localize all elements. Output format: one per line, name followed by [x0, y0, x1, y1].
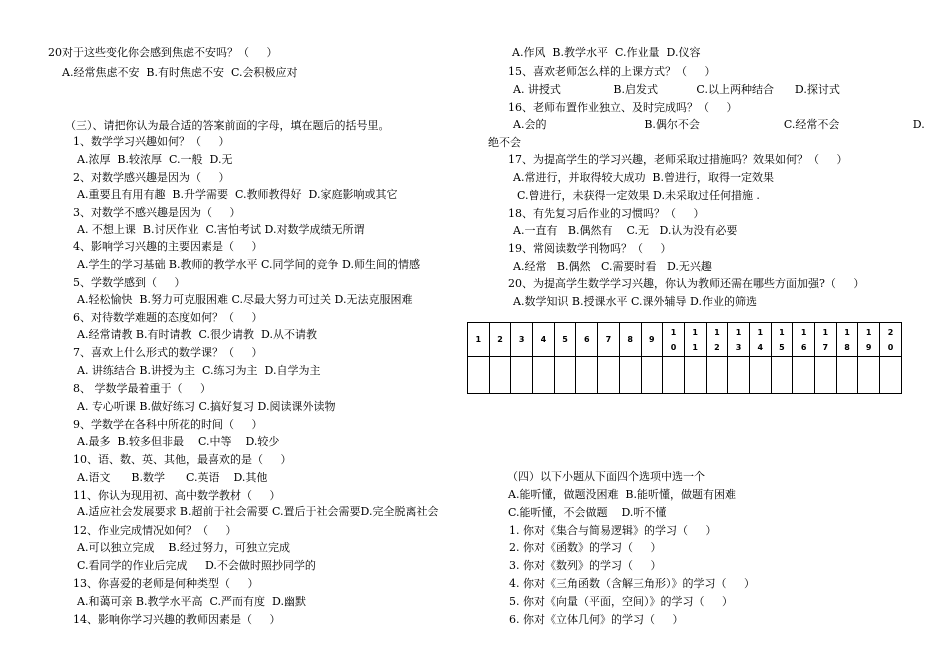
right-text-line: A.经常 B.偶然 C.需要时看 D.无兴趣 [513, 260, 712, 273]
left-text-line: C.看同学的作业后完成 D.不会做时照抄同学的 [77, 559, 316, 572]
answer-number-cell: 7 [598, 323, 620, 357]
left-text-line: A.适应社会发展要求 B.超前于社会需要 C.置后于社会需要D.完全脱离社会 [77, 505, 439, 518]
left-text-line: A.浓厚 B.较浓厚 C.一般 D.无 [77, 153, 233, 166]
answer-number-cell: 6 [576, 323, 598, 357]
left-text-line: A.语文 B.数学 C.英语 D.其他 [77, 471, 268, 484]
answer-blank-cell[interactable] [728, 357, 750, 394]
answer-number-digit: 1 [735, 327, 742, 337]
left-text-line: A.经常焦虑不安 B.有时焦虑不安 C.会积极应对 [62, 66, 298, 79]
answer-number-digit: 1 [822, 327, 829, 337]
left-text-line: A.经常请教 B.有时请教 C.很少请教 D.从不请教 [77, 328, 317, 341]
answer-number-digit: 1 [714, 327, 720, 337]
left-text-line: A.和蔼可亲 B.教学水平高 C.严而有度 D.幽默 [77, 595, 306, 608]
left-text-line: A. 不想上课 B.讨厌作业 C.害怕考试 D.对数学成绩无所谓 [77, 223, 365, 236]
answer-blank-cell[interactable] [836, 357, 858, 394]
answer-blank-cell[interactable] [641, 357, 663, 394]
left-text-line: A.可以独立完成 B.经过努力，可独立完成 [77, 541, 291, 554]
answer-blank-cell[interactable] [663, 357, 685, 394]
answer-number-digit: 8 [844, 342, 850, 352]
answer-table [467, 322, 902, 394]
answer-blank-cell[interactable] [684, 357, 706, 394]
answer-number-cell [880, 323, 902, 357]
answer-blank-cell[interactable] [533, 357, 555, 394]
answer-number-digit: 0 [670, 342, 677, 352]
answer-number-cell: 1 [468, 323, 490, 357]
left-text-line: A. 讲练结合 B.讲授为主 C.练习为主 D.自学为主 [77, 364, 321, 377]
answer-number-digit: 1 [692, 327, 698, 337]
answer-number-digit: 4 [757, 342, 764, 352]
left-text-line: 11、你认为现用初、高中数学教材（ ） [73, 489, 281, 502]
right-text-line: A.一直有 B.偶然有 C.无 D.认为没有必要 [513, 224, 738, 237]
right-text-line: A. 讲授式 B.启发式 C.以上两种结合 D.探讨式 [513, 83, 840, 96]
answer-number-digit: 1 [692, 342, 698, 352]
answer-blank-cell[interactable] [815, 357, 837, 394]
left-text-line: 8、 学数学最着重于（ ） [73, 382, 211, 395]
answer-number-digit: 1 [800, 327, 807, 337]
answer-number-cell [771, 323, 793, 357]
left-text-line: A.最多 B.较多但非最 C.中等 D.较少 [77, 435, 280, 448]
answer-number-digit: 9 [865, 342, 872, 352]
section4-text-line: （四）以下小题从下面四个选项中选一个 [507, 470, 705, 483]
right-text-line: 18、有先复习后作业的习惯吗？（ ） [508, 207, 705, 220]
answer-blank-cell[interactable] [749, 357, 771, 394]
answer-number-digit: 5 [779, 342, 785, 352]
left-text-line: （三）、请把你认为最合适的答案前面的字母，填在题后的括号里。 [65, 119, 390, 132]
answer-number-cell [706, 323, 728, 357]
section4-text-line: 6. 你对《立体几何》的学习（ ） [509, 613, 684, 626]
right-text-line: A.常进行，并取得较大成功 B.曾进行，取得一定效果 [513, 171, 775, 184]
right-text-line: 17、为提高学生的学习兴趣，老师采取过措施吗？效果如何？（ ） [508, 153, 848, 166]
left-text-line: 1、数学学习兴趣如何？（ ） [73, 135, 230, 148]
answer-number-cell: 2 [489, 323, 511, 357]
section4-text-line: A.能听懂，做题没困难 B.能听懂，做题有困难 [508, 488, 737, 501]
right-text-line: 绝不会 [488, 136, 521, 149]
answer-number-cell: 3 [511, 323, 533, 357]
answer-number-cell [684, 323, 706, 357]
answer-number-digit: 2 [714, 342, 720, 352]
section4-text-line: 5. 你对《向量（平面，空间）》的学习（ ） [509, 595, 733, 608]
right-text-line: C.曾进行，未获得一定效果 D.未采取过任何措施 . [517, 189, 760, 202]
left-text-line: 9、学数学在各科中所花的时间（ ） [73, 418, 263, 431]
answer-blank-cell[interactable] [511, 357, 533, 394]
answer-number-cell [793, 323, 815, 357]
answer-number-digit: 1 [779, 327, 785, 337]
right-text-line: A.会的 B.偶尔不会 C.经常不会 D. [513, 118, 925, 131]
answer-number-cell: 9 [641, 323, 663, 357]
right-text-line: 16、老师布置作业独立、及时完成吗？（ ） [508, 101, 738, 114]
left-text-line: 3、对数学不感兴趣是因为（ ） [73, 206, 241, 219]
right-text-line: 15、喜欢老师怎么样的上课方式？（ ） [508, 65, 716, 78]
answer-number-digit: 6 [800, 342, 807, 352]
answer-number-cell [815, 323, 837, 357]
left-text-line: 14、影响你学习兴趣的教师因素是（ ） [73, 613, 281, 626]
left-text-line: 4、影响学习兴趣的主要因素是（ ） [73, 240, 263, 253]
left-text-line: A. 专心听课 B.做好练习 C.搞好复习 D.阅读课外读物 [77, 400, 336, 413]
answer-number-cell [858, 323, 880, 357]
answer-number-cell: 8 [619, 323, 641, 357]
answer-number-cell: 4 [533, 323, 555, 357]
answer-blank-cell[interactable] [771, 357, 793, 394]
left-text-line: A.学生的学习基础 B.教师的教学水平 C.同学间的竞争 D.师生间的情感 [77, 258, 420, 271]
right-text-line: A.作风 B.教学水平 C.作业量 D.仪容 [512, 46, 701, 59]
answer-blank-cell[interactable] [706, 357, 728, 394]
answer-number-digit: 7 [822, 342, 829, 352]
answer-blank-cell[interactable] [489, 357, 511, 394]
answer-number-digit: 0 [887, 342, 894, 352]
answer-number-digit: 1 [865, 327, 872, 337]
answer-blank-cell[interactable] [619, 357, 641, 394]
right-text-line: 20、为提高学生数学学习兴趣，你认为教师还需在哪些方面加强?（ ） [508, 277, 865, 290]
section4-text-line: 3. 你对《数列》的学习（ ） [509, 559, 662, 572]
answer-number-digit: 1 [844, 327, 850, 337]
left-text-line: 10、语、数、英、其他，最喜欢的是（ ） [73, 453, 292, 466]
left-text-line: 20对于这些变化你会感到焦虑不安吗？（ ） [48, 46, 278, 59]
answer-blank-cell[interactable] [880, 357, 902, 394]
answer-table-blank-row [468, 357, 902, 394]
answer-blank-cell[interactable] [598, 357, 620, 394]
answer-blank-cell[interactable] [576, 357, 598, 394]
answer-blank-cell[interactable] [858, 357, 880, 394]
left-text-line: 13、你喜爱的老师是何种类型（ ） [73, 577, 259, 590]
left-text-line: 12、作业完成情况如何？（ ） [73, 524, 237, 537]
left-text-line: 2、对数学感兴趣是因为（ ） [73, 171, 230, 184]
section4-text-line: C.能听懂，不会做题 D.听不懂 [508, 506, 667, 519]
answer-number-digit: 3 [735, 342, 742, 352]
answer-blank-cell[interactable] [793, 357, 815, 394]
answer-number-digit: 1 [757, 327, 764, 337]
answer-number-cell [836, 323, 858, 357]
answer-number-cell [663, 323, 685, 357]
answer-number-digit: 2 [887, 327, 894, 337]
left-text-line: 7、喜欢上什么形式的数学课？（ ） [73, 346, 263, 359]
left-text-line: A.轻松愉快 B.努力可克服困难 C.尽最大努力可过关 D.无法克服困难 [77, 293, 413, 306]
left-text-line: 5、学数学感到（ ） [73, 276, 186, 289]
right-text-line: 19、常阅读数学刊物吗？（ ） [508, 242, 672, 255]
section4-text-line: 2. 你对《函数》的学习（ ） [509, 541, 662, 554]
right-text-line: A.数学知识 B.授课水平 C.课外辅导 D.作业的筛选 [513, 295, 757, 308]
answer-number-cell [728, 323, 750, 357]
section4-text-line: 1. 你对《集合与简易逻辑》的学习（ ） [509, 524, 717, 537]
answer-number-cell [749, 323, 771, 357]
answer-blank-cell[interactable] [554, 357, 576, 394]
answer-blank-cell[interactable] [468, 357, 490, 394]
left-text-line: 6、对待数学难题的态度如何？（ ） [73, 311, 263, 324]
section4-text-line: 4. 你对《三角函数（含解三角形）》的学习（ ） [509, 577, 755, 590]
answer-number-cell: 5 [554, 323, 576, 357]
answer-number-digit: 1 [670, 327, 677, 337]
left-text-line: A.重要且有用有趣 B.升学需要 C.教师教得好 D.家庭影响或其它 [77, 188, 398, 201]
answer-table-header-row [468, 323, 902, 357]
